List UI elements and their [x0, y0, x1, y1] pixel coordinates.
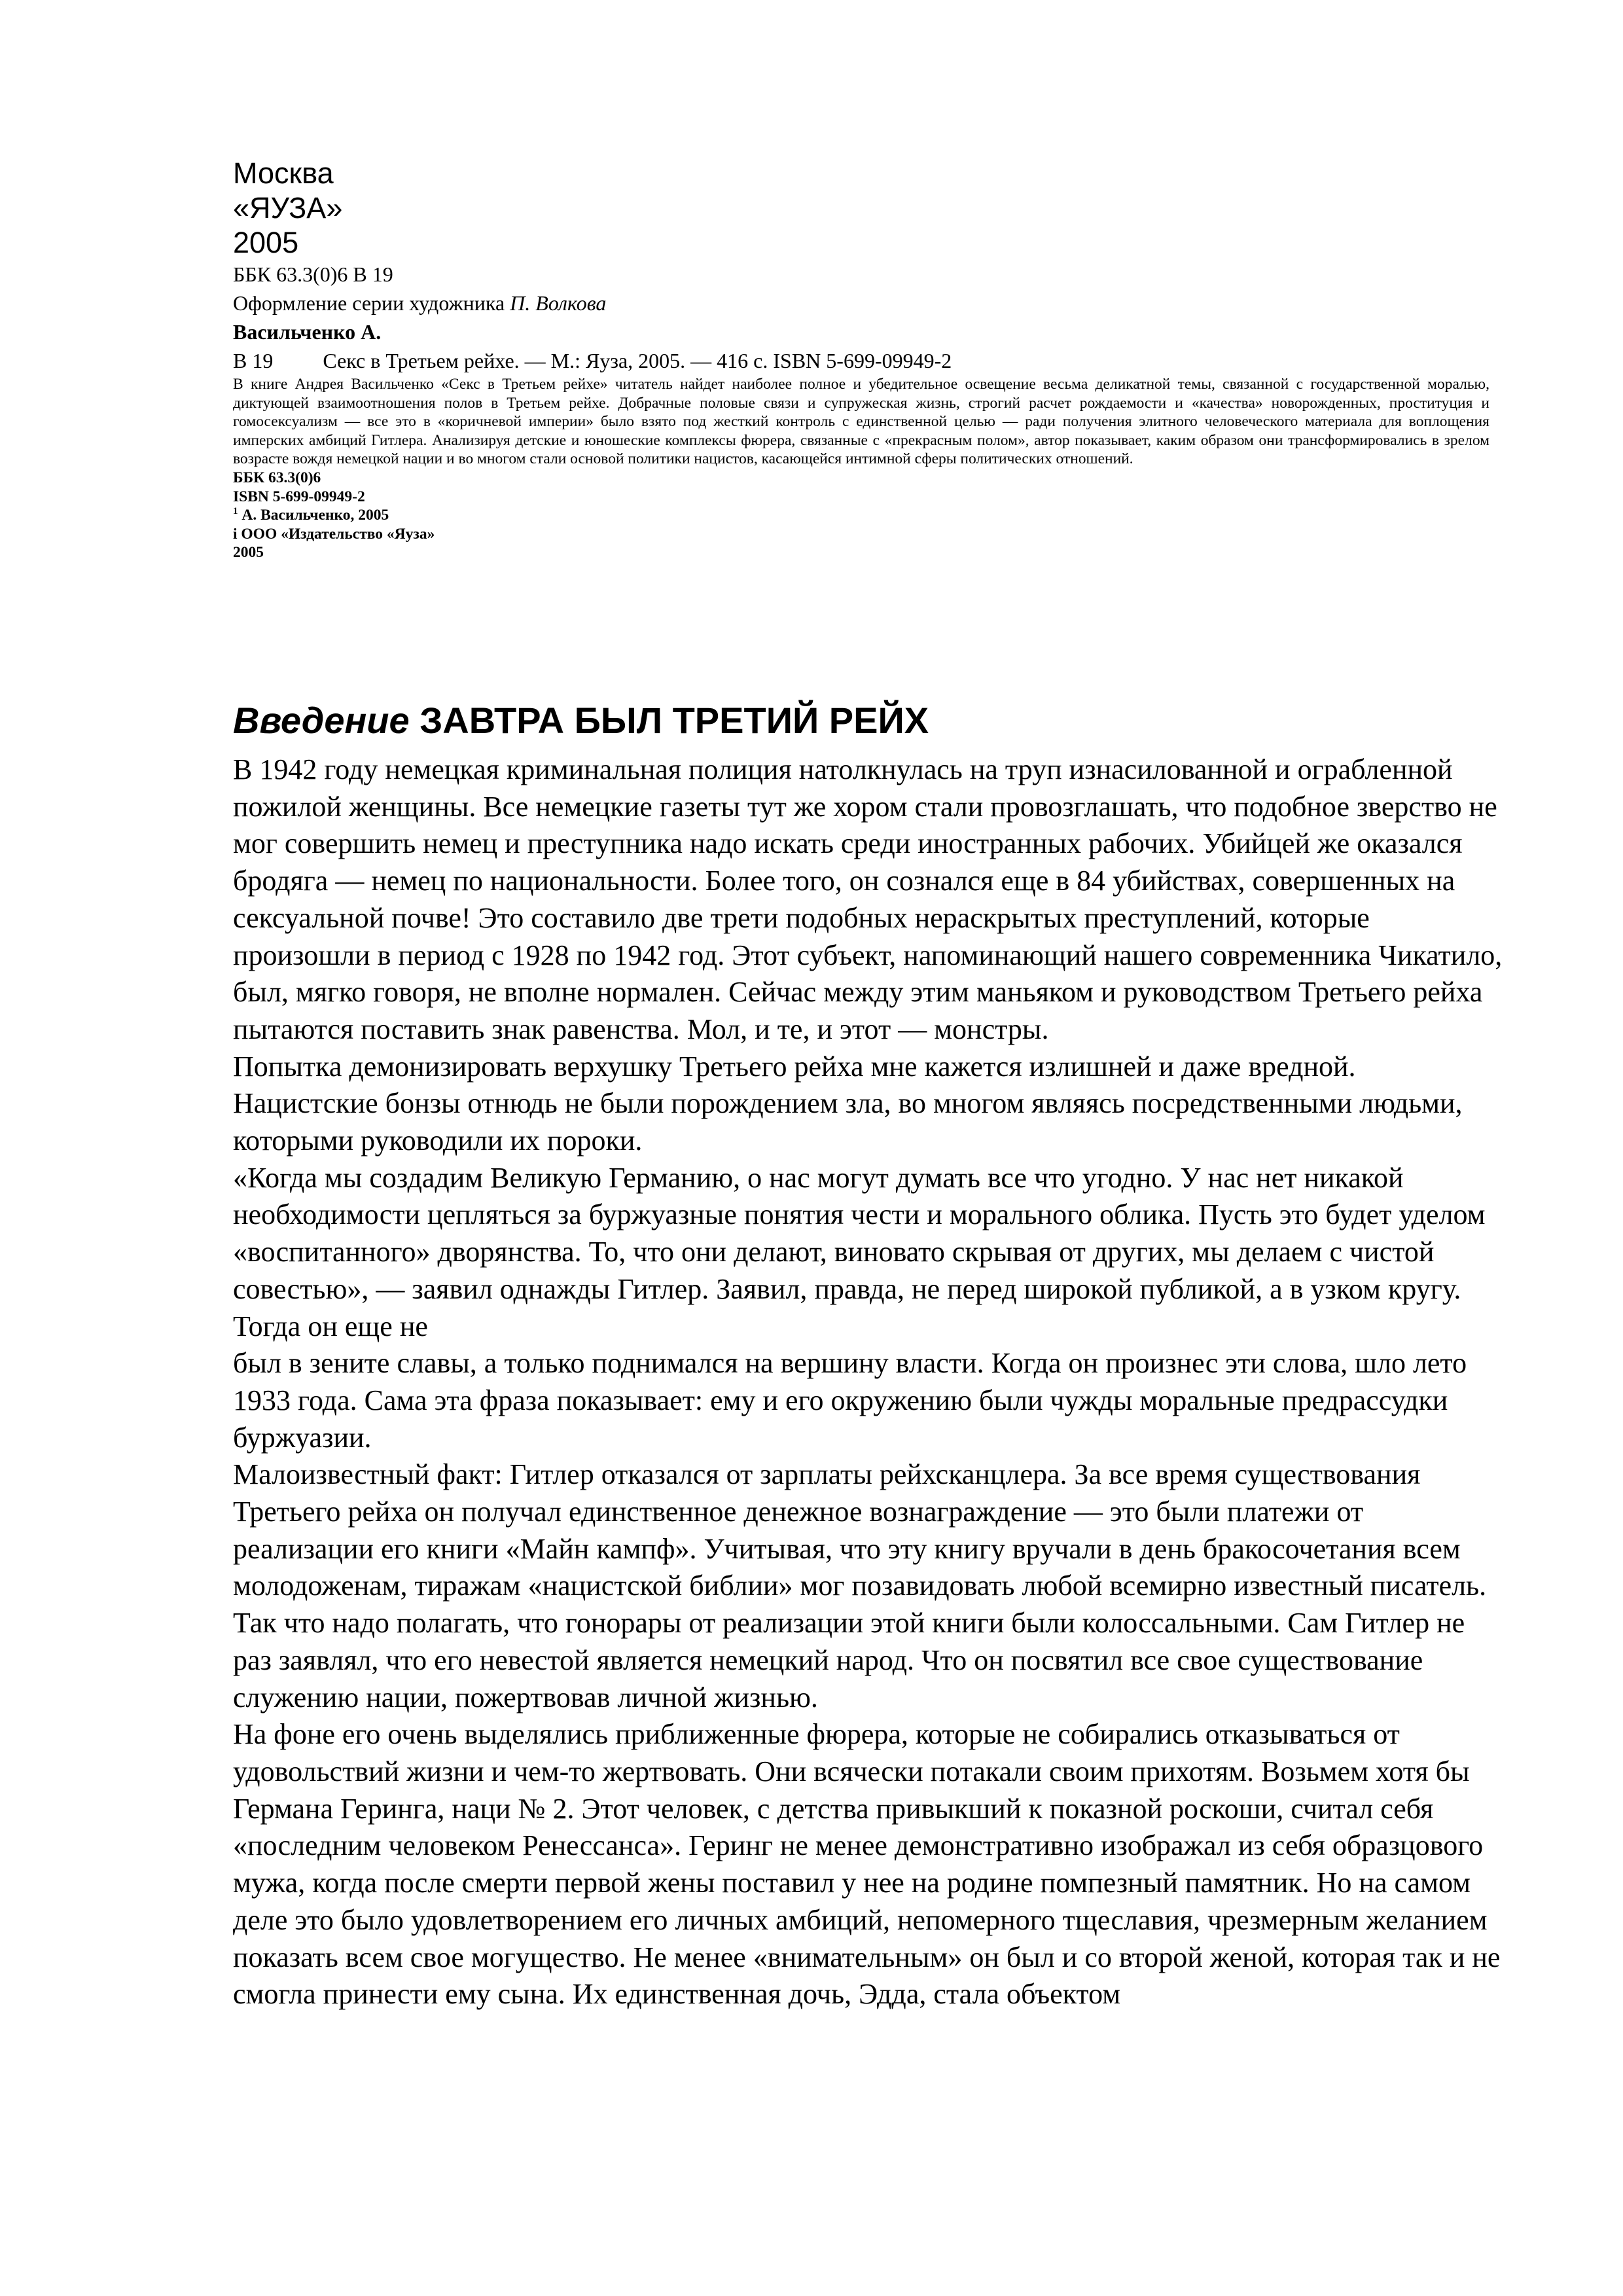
imprint-city: Москва — [233, 156, 334, 190]
annotation: В книге Андрея Васильченко «Секс в Третьем рейхе» читатель найдет наиболее полное и убедительное освещение весьма деликатной темы, связанной с государственной моралью, диктующей взаимоотношения полов в Третьем рейхе. Добрачные половые связи и супружеская жизнь, строгий расчет рождаемости и «качества» новорожденных, проституция и гомосексуализм — все это в «коричневой империи» было взято под жесткий контроль с единственной целью — ради получения элитного человеческого материала для воплощения имперских амбиций Гитлера. Анализируя детские и юношеские комплексы фюрера, связанные с «прекрасным полом», автор показывает, каким образом они трансформировались в зрелом возрасте вождя немецкой нации и во многом стали основой политики нацистов, касающейся интимной сферы политических отношений. — [233, 376, 1489, 468]
paragraph: Попытка демонизировать верхушку Третьего рейха мне кажется излишней и даже вредной. Нацистские бонзы отнюдь не были порождением зла, во многом являясь посредственными людьми, которыми руководили их пороки. — [233, 1050, 1463, 1157]
paragraph: В 1942 году немецкая криминальная полиция натолкнулась на труп изнасилованной и ограбленной пожилой женщины. Все немецкие газеты тут же хором стали провозглашать, что подобное зверство не мог совершить немец и преступника надо искать среди иностранных рабочих. Убийцей же оказался бродяга — немец по национальности. Более того, он сознался еще в 84 убийствах, совершенных на сексуальной почве! Это составило две трети подобных нераскрытых преступлений, которые произошли в период с 1928 по 1942 год. Этот субъект, напоминающий нашего современника Чикатило, был, мягко говоря, не вполне нормален. Сейчас между этим маньяком и руководством Третьего рейха пытаются поставить знак равенства. Мол, и те, и этот — монстры. — [233, 753, 1503, 1045]
chapter-body — [233, 751, 1503, 2013]
imprint-publisher: «ЯУЗА» — [233, 191, 343, 224]
bbk-short: ББК 63.3(0)6 — [233, 469, 321, 486]
bbk-line: ББК 63.3(0)6 В 19 — [233, 262, 393, 286]
paragraph: Малоизвестный факт: Гитлер отказался от зарплаты рейхсканцлера. За все время существования Третьего рейха он получал единственное денежное вознаграждение — это были платежи от реализации его книги «Майн кампф». Учитывая, что эту книгу вручали в день бракосочетания всем молодоженам, тиражам «нацистской библии» мог позавидовать любой всемирно известный писатель. Так что надо полагать, что гонорары от реализации этой книги были колоссальными. Сам Гитлер не раз заявлял, что его невестой является немецкий народ. Что он посвятил все свое существование служению нации, пожертвовав личной жизнью. — [233, 1458, 1487, 1713]
series-design-artist: П. Волкова — [510, 291, 607, 315]
chapter-label: Введение — [233, 700, 410, 741]
copyright-year: 2005 — [233, 544, 264, 562]
paragraph: был в зените славы, а только поднимался на вершину власти. Когда он произнес эти слова, шло лето 1933 года. Сама эта фраза показывает: ему и его окружению были чужды моральные предрассудки буржуазии. — [233, 1347, 1467, 1454]
paragraph: «Когда мы создадим Великую Германию, о нас могут думать все что угодно. У нас нет никакой необходимости цепляться за буржуазные понятия чести и морального облика. Пусть это будет уделом «воспитанного» дворянства. То, что они делают, виновато скрывая от других, мы делаем с чистой совестью», — заявил однажды Гитлер. Заявил, правда, не перед широкой публикой, а в узком кругу. Тогда он еще не — [233, 1161, 1486, 1342]
chapter-heading — [233, 698, 1489, 744]
series-design-line — [233, 289, 1489, 317]
copyright-mark: 1 — [233, 506, 238, 517]
series-design-prefix: Оформление серии художника — [233, 291, 510, 315]
bibliographic-description: Секс в Третьем рейхе. — М.: Яуза, 2005. — 416 с. ISBN 5-699-09949-2 — [323, 349, 952, 372]
author-name: Васильченко А. — [233, 320, 382, 344]
copyright-author-line — [233, 506, 1489, 525]
imprint-block — [233, 156, 1489, 562]
imprint-year: 2005 — [233, 226, 299, 259]
copyright-publisher: і ООО «Издательство «Яуза» — [233, 525, 435, 543]
chapter-title: ЗАВТРА БЫЛ ТРЕТИЙ РЕЙХ — [419, 700, 929, 741]
bibliographic-entry — [233, 346, 1489, 375]
copyright-author: А. Васильченко, 2005 — [238, 507, 389, 524]
isbn: ISBN 5-699-09949-2 — [233, 488, 365, 505]
catalog-code: В 19 — [233, 349, 274, 372]
paragraph: На фоне его очень выделялись приближенные фюрера, которые не собирались отказываться от удовольствий жизни и чем-то жертвовать. Они всячески потакали своим прихотям. Возьмем хотя бы Германа Геринга, наци № 2. Этот человек, с детства привыкший к показной роскоши, считал себя «последним человеком Ренессанса». Геринг не менее демонстративно изображал из себя образцового мужа, когда после смерти первой жены поставил у нее на родине помпезный памятник. Но на самом деле это было удовлетворением его личных амбиций, непомерного тщеславия, чрезмерным желанием показать всем свое могущество. Не менее «внимательным» он был и со второй женой, которая так и не смогла принести ему сына. Их единственная дочь, Эдда, стала объектом — [233, 1718, 1501, 2011]
